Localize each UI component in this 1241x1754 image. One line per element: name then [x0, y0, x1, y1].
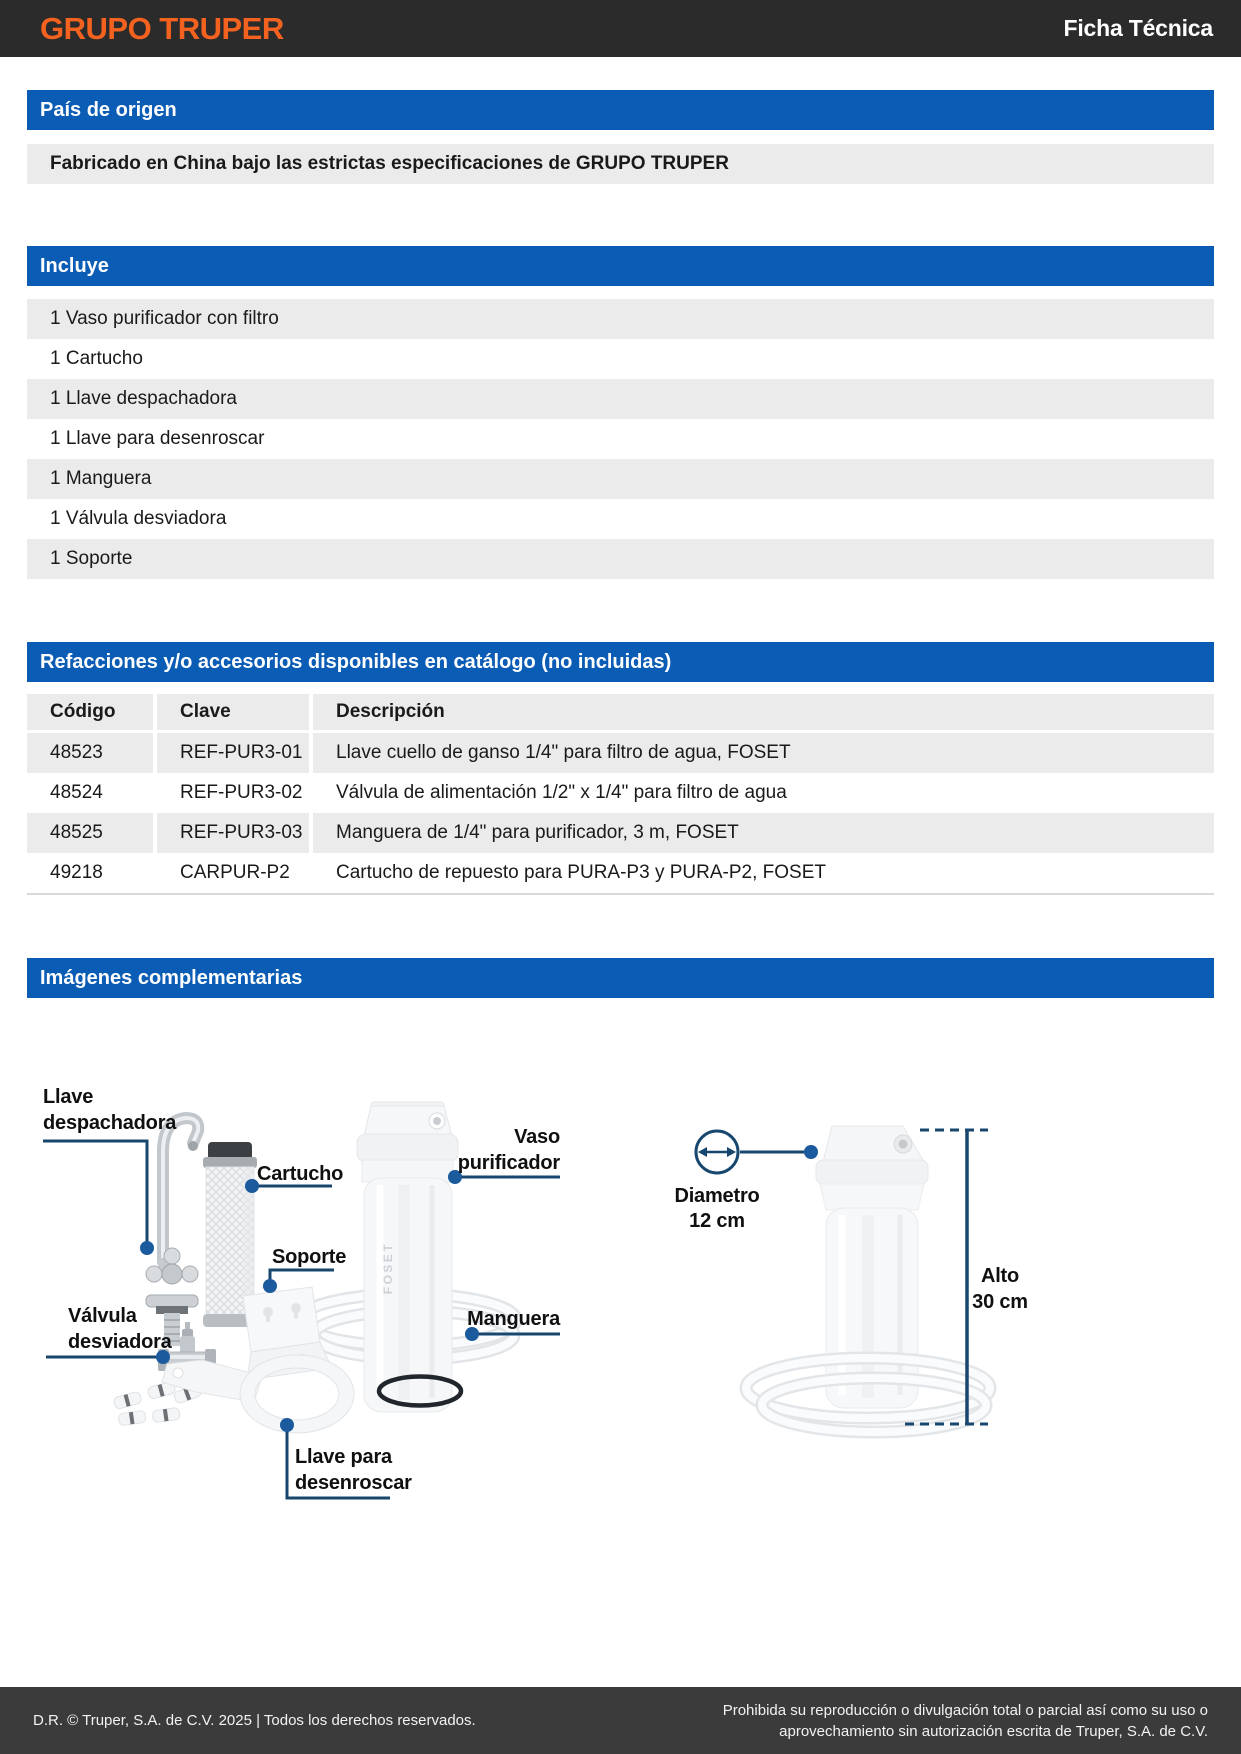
label-alto: Alto: [980, 1265, 1020, 1287]
cell-clave: REF-PUR3-03: [157, 813, 313, 853]
cell-descripcion: Llave cuello de ganso 1/4" para filtro de agua, FOSET: [336, 742, 791, 763]
grupo-truper-logo: GRUPO TRUPER: [40, 10, 284, 46]
cell-descripcion: Válvula de alimentación 1/2" x 1/4" para filtro de agua: [336, 782, 787, 803]
label-valvula-desviadora: Válvula: [68, 1305, 137, 1327]
document-type-title: Ficha Técnica: [1063, 15, 1213, 41]
foset-brand-text: FOSET: [381, 1241, 395, 1295]
cell-descripcion: Cartucho de repuesto para PURA-P3 y PURA-P2, FOSET: [336, 862, 826, 883]
vaso-illustration: [357, 1102, 458, 1412]
label-vaso-purificador: purificador: [457, 1152, 560, 1174]
cell-clave: CARPUR-P2: [157, 853, 313, 893]
label-valvula-desviadora: desviadora: [68, 1331, 172, 1353]
origin-text-row: Fabricado en China bajo las estrictas especificaciones de GRUPO TRUPER: [27, 144, 1214, 184]
label-llave-despachadora: Llave: [43, 1086, 94, 1108]
section-header-origin: País de origen: [27, 90, 1214, 130]
section-header-images: Imágenes complementarias: [27, 958, 1214, 998]
table-row: [27, 853, 1214, 893]
table-row: [27, 773, 1214, 813]
includes-item: 1 Cartucho: [27, 339, 1214, 379]
label-llave-desenroscar: Llave para: [295, 1446, 392, 1468]
legal-text: [723, 1700, 1208, 1742]
cell-clave: REF-PUR3-01: [157, 733, 313, 773]
label-manguera: Manguera: [467, 1308, 560, 1330]
dimensions-diagram: [620, 1060, 1060, 1460]
cell-codigo: 49218: [27, 853, 157, 893]
legal-text-line1: Prohibida su reproducción o divulgación total o parcial así como su uso o: [722, 1701, 1208, 1719]
includes-item: 1 Válvula desviadora: [27, 499, 1214, 539]
value-alto: 30 cm: [972, 1291, 1028, 1313]
top-header-bar: [0, 0, 1241, 57]
cell-codigo: 48524: [27, 773, 157, 813]
includes-item: 1 Manguera: [27, 459, 1214, 499]
section-header-parts: Refacciones y/o accesorios disponibles en catálogo (no incluidas): [27, 642, 1214, 682]
includes-item: 1 Llave despachadora: [27, 379, 1214, 419]
parts-diagram: [27, 1000, 587, 1520]
column-header-clave: Clave: [157, 694, 313, 730]
section-header-includes: Incluye: [27, 246, 1214, 286]
label-cartucho: Cartucho: [257, 1163, 344, 1185]
includes-item: 1 Soporte: [27, 539, 1214, 579]
table-row: [27, 733, 1214, 773]
cell-clave: REF-PUR3-02: [157, 773, 313, 813]
diameter-annotation: [674, 1131, 818, 1232]
column-header-descripcion: Descripción: [336, 701, 445, 722]
label-llave-despachadora: despachadora: [43, 1112, 177, 1134]
table-row: [27, 813, 1214, 853]
footer-bar: [0, 1687, 1241, 1754]
faucet-illustration: [146, 1118, 198, 1346]
content-column: [27, 57, 1214, 998]
label-diametro: Diametro: [674, 1185, 760, 1207]
includes-item: 1 Vaso purificador con filtro: [27, 299, 1214, 339]
label-llave-desenroscar: desenroscar: [295, 1472, 412, 1494]
cell-codigo: 48523: [27, 733, 157, 773]
legal-text-line2: aprovechamiento sin autorización escrita de Truper, S.A. de C.V.: [779, 1722, 1208, 1740]
parts-table-header-row: [27, 694, 1214, 733]
copyright-text: D.R. © Truper, S.A. de C.V. 2025 | Todos los derechos reservados.: [33, 1712, 476, 1729]
cell-codigo: 48525: [27, 813, 157, 853]
includes-item: 1 Llave para desenroscar: [27, 419, 1214, 459]
parts-table: [27, 694, 1214, 895]
value-diametro: 12 cm: [689, 1210, 745, 1232]
column-header-codigo: Código: [27, 694, 157, 730]
cell-descripcion: Manguera de 1/4" para purificador, 3 m, FOSET: [336, 822, 739, 843]
label-vaso-purificador: Vaso: [514, 1126, 560, 1148]
includes-list: [27, 299, 1214, 579]
label-soporte: Soporte: [272, 1246, 347, 1268]
